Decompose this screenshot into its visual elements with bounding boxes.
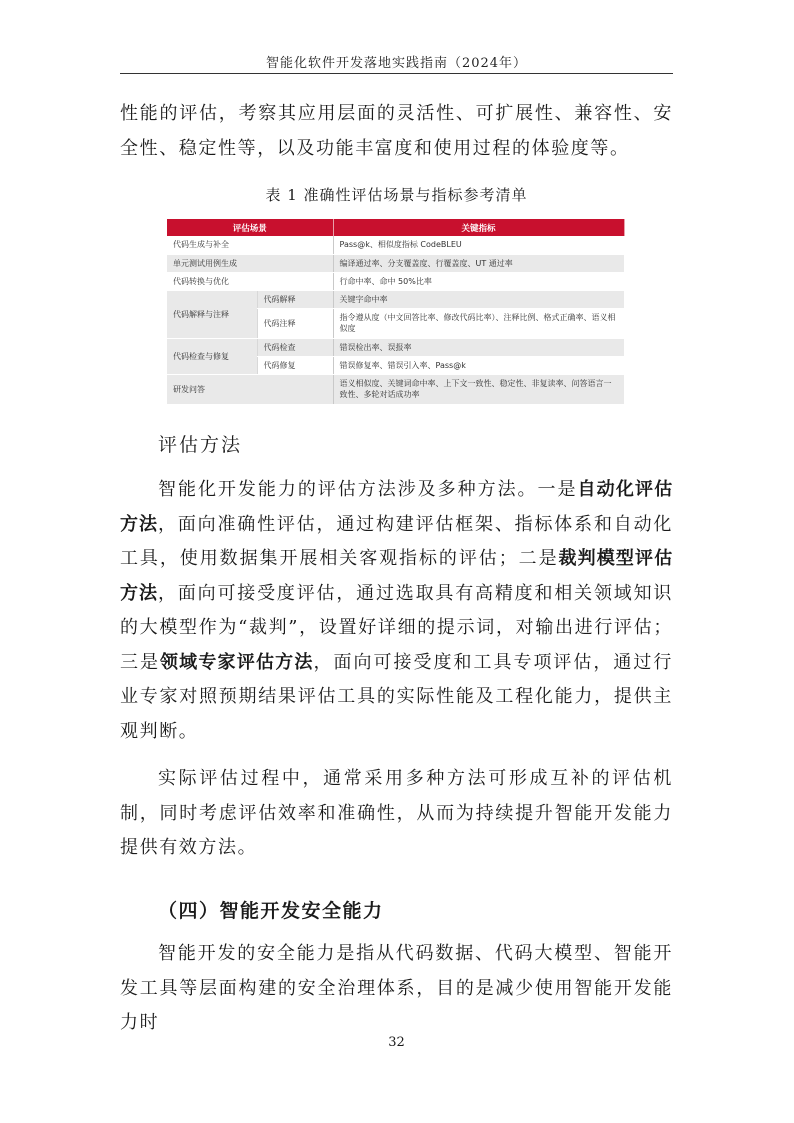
eval-methods-paragraph bbox=[120, 473, 673, 749]
table-cell-metric: 指令遵从度（中文回答比率、修改代码比率）、注释比例、格式正确率、语义相似度 bbox=[333, 308, 624, 338]
bold-term-expert-eval: 领域专家评估方法 bbox=[159, 651, 314, 673]
table-cell-metric: 错误检出率、误报率 bbox=[333, 338, 624, 356]
table-cell-subscene: 代码注释 bbox=[257, 308, 333, 338]
table-caption: 表 1 准确性评估场景与指标参考清单 bbox=[265, 186, 528, 204]
table-cell-scene: 代码生成与补全 bbox=[167, 236, 333, 254]
text-run: ，面向准确性评估，通过构建评估框架、指标体系和自动化工具，使用数据集开展相关客观指标的评估；二是 bbox=[120, 513, 673, 569]
bold-term-judge-model: 裁判模型评估方法 bbox=[120, 548, 673, 604]
table-cell-group: 代码检查与修复 bbox=[167, 338, 257, 374]
table-cell-metric: 关键字命中率 bbox=[333, 290, 624, 308]
security-paragraph: 智能开发的安全能力是指从代码数据、代码大模型、智能开发工具等层面构建的安全治理体系，目的是减少使用智能开发能力时 bbox=[120, 943, 673, 1033]
page-number: 32 bbox=[388, 1035, 405, 1050]
table-cell-scene: 代码转换与优化 bbox=[167, 272, 333, 290]
text-run: ，面向可接受度评估，通过选取具有高精度和相关领域知识的大模型作为“裁判”，设置好详细的提示词，对输出进行评估；三是 bbox=[120, 582, 673, 673]
table-header-metric: 关键指标 bbox=[333, 219, 624, 236]
table-cell-metric: 行命中率、命中 50%比率 bbox=[333, 272, 624, 290]
text-run: ，面向可接受度和工具专项评估，通过行业专家对照预期结果评估工具的实际性能及工程化能力，提供主观判断。 bbox=[120, 651, 673, 742]
table-header-scene: 评估场景 bbox=[167, 219, 333, 236]
header-rule bbox=[120, 73, 673, 74]
table-cell-subscene: 代码解释 bbox=[257, 290, 333, 308]
table-cell-metric: Pass@k、相似度指标 CodeBLEU bbox=[333, 236, 624, 254]
table-cell-subscene: 代码修复 bbox=[257, 356, 333, 374]
table-cell-metric: 语义相似度、关键词命中率、上下文一致性、稳定性、非复读率、问答语言一致性、多轮对话成功率 bbox=[333, 374, 624, 404]
bold-term-auto-eval: 自动化评估方法 bbox=[120, 479, 674, 535]
intro-paragraph: 性能的评估，考察其应用层面的灵活性、可扩展性、兼容性、安全性、稳定性等，以及功能丰富度和使用过程的体验度等。 bbox=[120, 103, 673, 159]
running-header: 智能化软件开发落地实践指南（2024年） bbox=[265, 56, 528, 71]
section-heading-security: （四）智能开发安全能力 bbox=[158, 900, 384, 922]
table-cell-scene: 单元测试用例生成 bbox=[167, 254, 333, 272]
table-cell-metric: 编译通过率、分支覆盖度、行覆盖度、UT 通过率 bbox=[333, 254, 624, 272]
table-cell-scene: 研发问答 bbox=[167, 374, 333, 404]
eval-practice-paragraph: 实际评估过程中，通常采用多种方法可形成互补的评估机制，同时考虑评估效率和准确性，从而为持续提升智能开发能力提供有效方法。 bbox=[120, 768, 673, 858]
text-run: 智能化开发能力的评估方法涉及多种方法。一是 bbox=[158, 479, 578, 500]
metrics-table bbox=[167, 219, 625, 405]
table-cell-subscene: 代码检查 bbox=[257, 338, 333, 356]
table-cell-metric: 错误修复率、错误引入率、Pass@k bbox=[333, 356, 624, 374]
section-heading-eval-methods: 评估方法 bbox=[158, 434, 243, 456]
table-cell-group: 代码解释与注释 bbox=[167, 290, 257, 338]
